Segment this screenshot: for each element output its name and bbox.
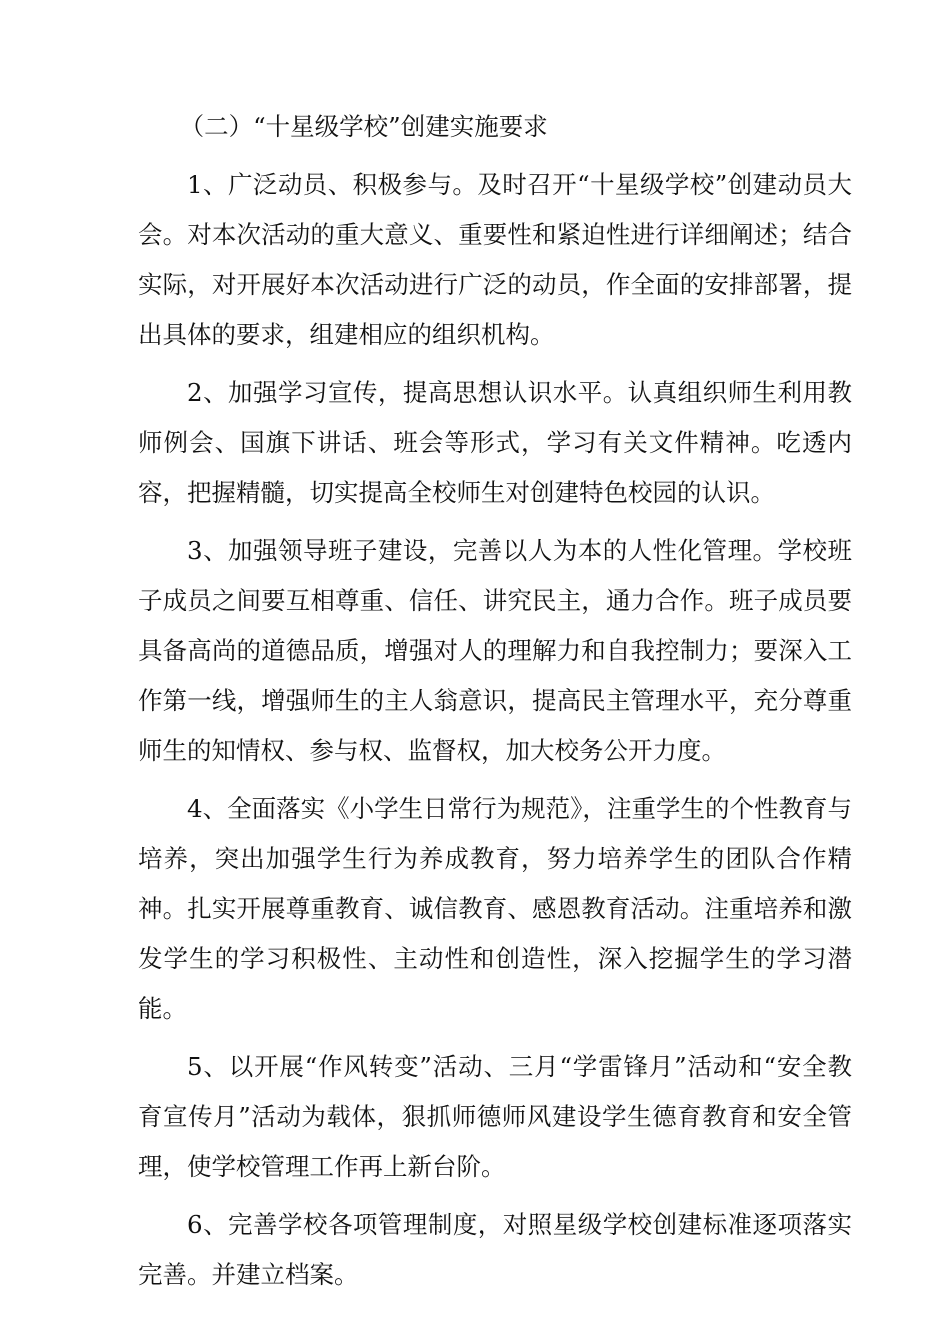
- paragraph-1: 1、广泛动员、积极参与。及时召开“十星级学校”创建动员大会。对本次活动的重大意义、重要性和紧迫性进行详细阐述；结合实际，对开展好本次活动进行广泛的动员，作全面的安排部署，提出具体的要求，组建相应的组织机构。: [138, 170, 852, 349]
- paragraph-4: 4、全面落实《小学生日常行为规范》，注重学生的个性教育与培养，突出加强学生行为养成教育，努力培养学生的团队合作精神。扎实开展尊重教育、诚信教育、感恩教育活动。注重培养和激发学生的学习积极性、主动性和创造性，深入挖掘学生的学习潜能。: [138, 794, 852, 1023]
- document-body: [138, 102, 852, 1308]
- section-heading: （二）“十星级学校”创建实施要求: [179, 112, 548, 141]
- paragraph-6: 6、完善学校各项管理制度，对照星级学校创建标准逐项落实完善。并建立档案。: [138, 1210, 852, 1289]
- paragraph-3: 3、加强领导班子建设，完善以人为本的人性化管理。学校班子成员之间要互相尊重、信任、讲究民主，通力合作。班子成员要具备高尚的道德品质，增强对人的理解力和自我控制力；要深入工作第一线，增强师生的主人翁意识，提高民主管理水平，充分尊重师生的知情权、参与权、监督权，加大校务公开力度。: [138, 536, 852, 765]
- paragraph-2: 2、加强学习宣传，提高思想认识水平。认真组织师生利用教师例会、国旗下讲话、班会等形式，学习有关文件精神。吃透内容，把握精髓，切实提高全校师生对创建特色校园的认识。: [138, 378, 852, 507]
- paragraph-5: 5、以开展“作风转变”活动、三月“学雷锋月”活动和“安全教育宣传月”活动为载体，狠抓师德师风建设学生德育教育和安全管理，使学校管理工作再上新台阶。: [138, 1052, 852, 1181]
